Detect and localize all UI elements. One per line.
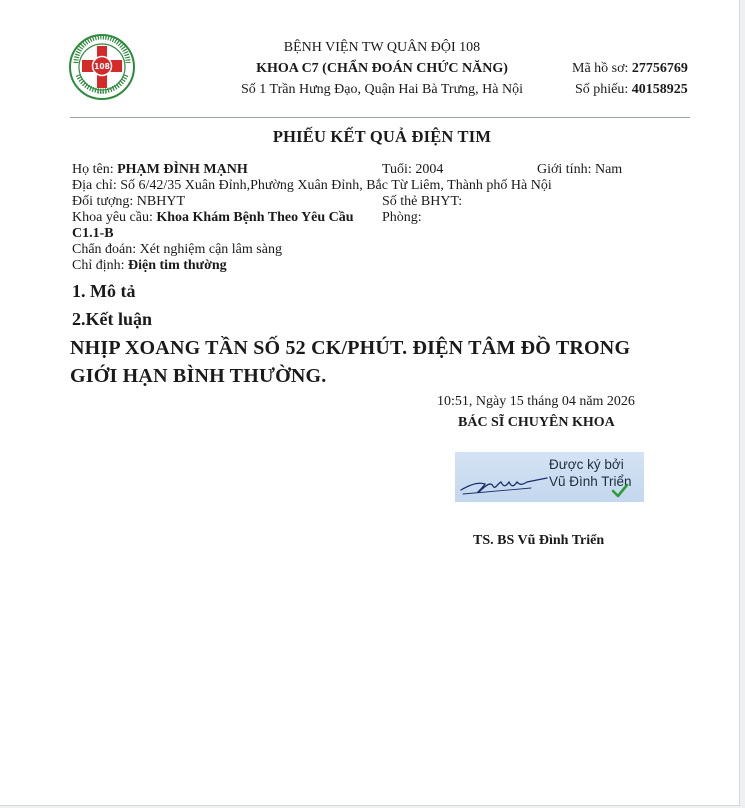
record-number-label: Mã hồ sơ: [572, 61, 629, 76]
diagnosis: Xét nghiệm cận lâm sàng [139, 242, 282, 257]
requesting-dept: Khoa Khám Bệnh Theo Yêu Cầu [156, 210, 354, 225]
slip-number-label: Số phiếu: [575, 82, 629, 97]
insurance-label: Số thẻ BHYT: [382, 194, 463, 209]
handwritten-signature-icon [457, 460, 557, 500]
room-row [382, 210, 422, 226]
patient-category-label: Đối tượng: [72, 194, 134, 209]
patient-name-row [72, 162, 248, 178]
patient-address-label: Địa chỉ: [72, 178, 117, 193]
slip-number [575, 82, 688, 98]
verified-check-icon [611, 483, 629, 499]
patient-category-row [72, 194, 185, 210]
slip-number-value: 40158925 [631, 82, 688, 97]
logo-year: 1951 [97, 91, 107, 95]
room-label: Phòng: [382, 210, 422, 225]
patient-gender: Nam [594, 162, 623, 177]
patient-name: PHẠM ĐÌNH MẠNH [117, 162, 248, 177]
section-conclusion-heading: 2.Kết luận [72, 309, 153, 329]
patient-address: Số 6/42/35 Xuân Đỉnh,Phường Xuân Đỉnh, Bắc Từ Liêm, Thành phố Hà Nội [120, 178, 552, 193]
indication-label: Chỉ định: [72, 258, 125, 273]
department-name: KHOA C7 (CHẨN ĐOÁN CHỨC NĂNG) [256, 61, 508, 76]
indication: Điện tim thường [128, 258, 227, 273]
patient-name-label: Họ tên: [72, 162, 114, 177]
header-divider [70, 117, 690, 118]
patient-age-row [382, 162, 443, 178]
diagnosis-row [72, 242, 282, 258]
patient-category: NBHYT [136, 194, 186, 209]
digital-signature-box [455, 452, 644, 502]
signed-by-name: Vũ Đình Triển [549, 474, 632, 489]
signature-role: BÁC SĨ CHUYÊN KHOA [458, 415, 615, 430]
patient-age: 2004 [415, 162, 444, 177]
hospital-name: BỆNH VIỆN TW QUÂN ĐỘI 108 [283, 40, 481, 55]
room-code: C1.1-B [72, 226, 114, 241]
doctor-name: TS. BS Vũ Đình Triển [473, 533, 605, 548]
insurance-row [382, 194, 462, 210]
patient-gender-row [537, 162, 622, 178]
diagnosis-label: Chẩn đoán: [72, 242, 137, 257]
patient-gender-label: Giới tính: [537, 162, 592, 177]
document-title: PHIẾU KẾT QUẢ ĐIỆN TIM [272, 127, 492, 146]
indication-row [72, 258, 227, 274]
conclusion-text: NHỊP XOANG TẦN SỐ 52 CK/PHÚT. ĐIỆN TÂM ĐỒ TRONG GIỚI HẠN BÌNH THƯỜNG. [70, 337, 631, 387]
logo-badge-text: 108 [94, 62, 110, 71]
patient-age-label: Tuổi: [382, 162, 412, 177]
section-description-heading: 1. Mô tả [72, 281, 136, 301]
record-number-value: 27756769 [631, 61, 688, 76]
hospital-address: Số 1 Trần Hưng Đạo, Quận Hai Bà Trưng, Hà Nội [241, 82, 523, 97]
signed-by-label: Được ký bởi [549, 457, 624, 472]
requesting-dept-row [72, 210, 354, 226]
patient-address-row [72, 178, 552, 194]
record-number [572, 61, 688, 77]
signature-datetime: 10:51, Ngày 15 tháng 04 năm 2026 [437, 394, 635, 409]
requesting-dept-label: Khoa yêu cầu: [72, 210, 153, 225]
